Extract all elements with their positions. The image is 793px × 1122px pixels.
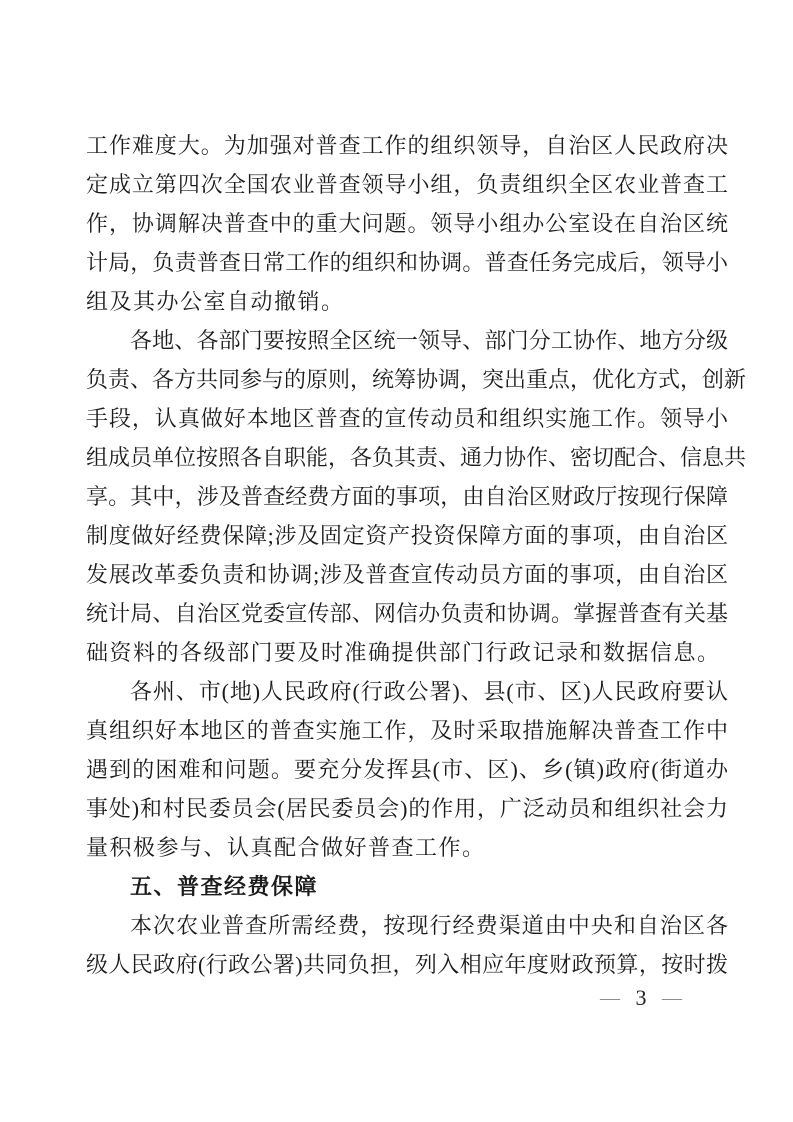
- text-line: 组及其办公室自动撤销。: [86, 289, 345, 314]
- section: [86, 867, 728, 906]
- text-line: 定成立第四次全国农业普查领导小组，负责组织全区农业普查工: [86, 172, 728, 197]
- document-text-body: [86, 126, 747, 984]
- text-line: 手段，认真做好本地区普查的宣传动员和组织实施工作。领导小: [86, 406, 728, 431]
- text-line: 础资料的各级部门要及时准确提供部门行政记录和数据信息。: [86, 640, 721, 665]
- text-line: 组成员单位按照各自职能，各负其责、通力协作、密切配合、信息共: [86, 445, 747, 470]
- text-line: 作，协调解决普查中的重大问题。领导小组办公室设在自治区统: [86, 211, 728, 236]
- text-line: 负责、各方共同参与的原则，统筹协调，突出重点，优化方式，创新: [86, 367, 747, 392]
- page-number-dash-right: —: [662, 987, 682, 1009]
- paragraph: [86, 321, 747, 672]
- paragraph: [86, 126, 728, 321]
- text-line: 级人民政府(行政公署)共同负担，列入相应年度财政预算，按时拨: [86, 952, 728, 977]
- text-line: 计局，负责普查日常工作的组织和协调。普查任务完成后，领导小: [86, 250, 728, 275]
- page-number: [600, 985, 682, 1011]
- text-line: 真组织好本地区的普查实施工作，及时采取措施解决普查工作中: [86, 718, 728, 743]
- text-line: 量积极参与、认真配合做好普查工作。: [86, 835, 486, 860]
- text-line: 本次农业普查所需经费，按现行经费渠道由中央和自治区各: [130, 913, 728, 938]
- paragraph: [86, 672, 728, 867]
- text-line: 各地、各部门要按照全区统一领导、部门分工协作、地方分级: [130, 328, 728, 353]
- text-line: 事处)和村民委员会(居民委员会)的作用，广泛动员和组织社会力: [86, 796, 728, 821]
- text-line: 各州、市(地)人民政府(行政公署)、县(市、区)人民政府要认: [130, 679, 728, 704]
- text-line: 发展改革委负责和协调;涉及普查宣传动员方面的事项，由自治区: [86, 562, 728, 587]
- text-line: 享。其中，涉及普查经费方面的事项，由自治区财政厅按现行保障: [86, 484, 728, 509]
- text-line: 遇到的困难和问题。要充分发挥县(市、区)、乡(镇)政府(街道办: [86, 757, 728, 782]
- page-number-dash-left: —: [600, 987, 620, 1009]
- section-heading: 五、普查经费保障: [130, 874, 319, 899]
- text-line: 工作难度大。为加强对普查工作的组织领导，自治区人民政府决: [86, 133, 728, 158]
- paragraph: [86, 906, 728, 984]
- page-number-value: 3: [635, 985, 647, 1010]
- text-line: 制度做好经费保障;涉及固定资产投资保障方面的事项，由自治区: [86, 523, 728, 548]
- text-line: 统计局、自治区党委宣传部、网信办负责和协调。掌握普查有关基: [86, 601, 728, 626]
